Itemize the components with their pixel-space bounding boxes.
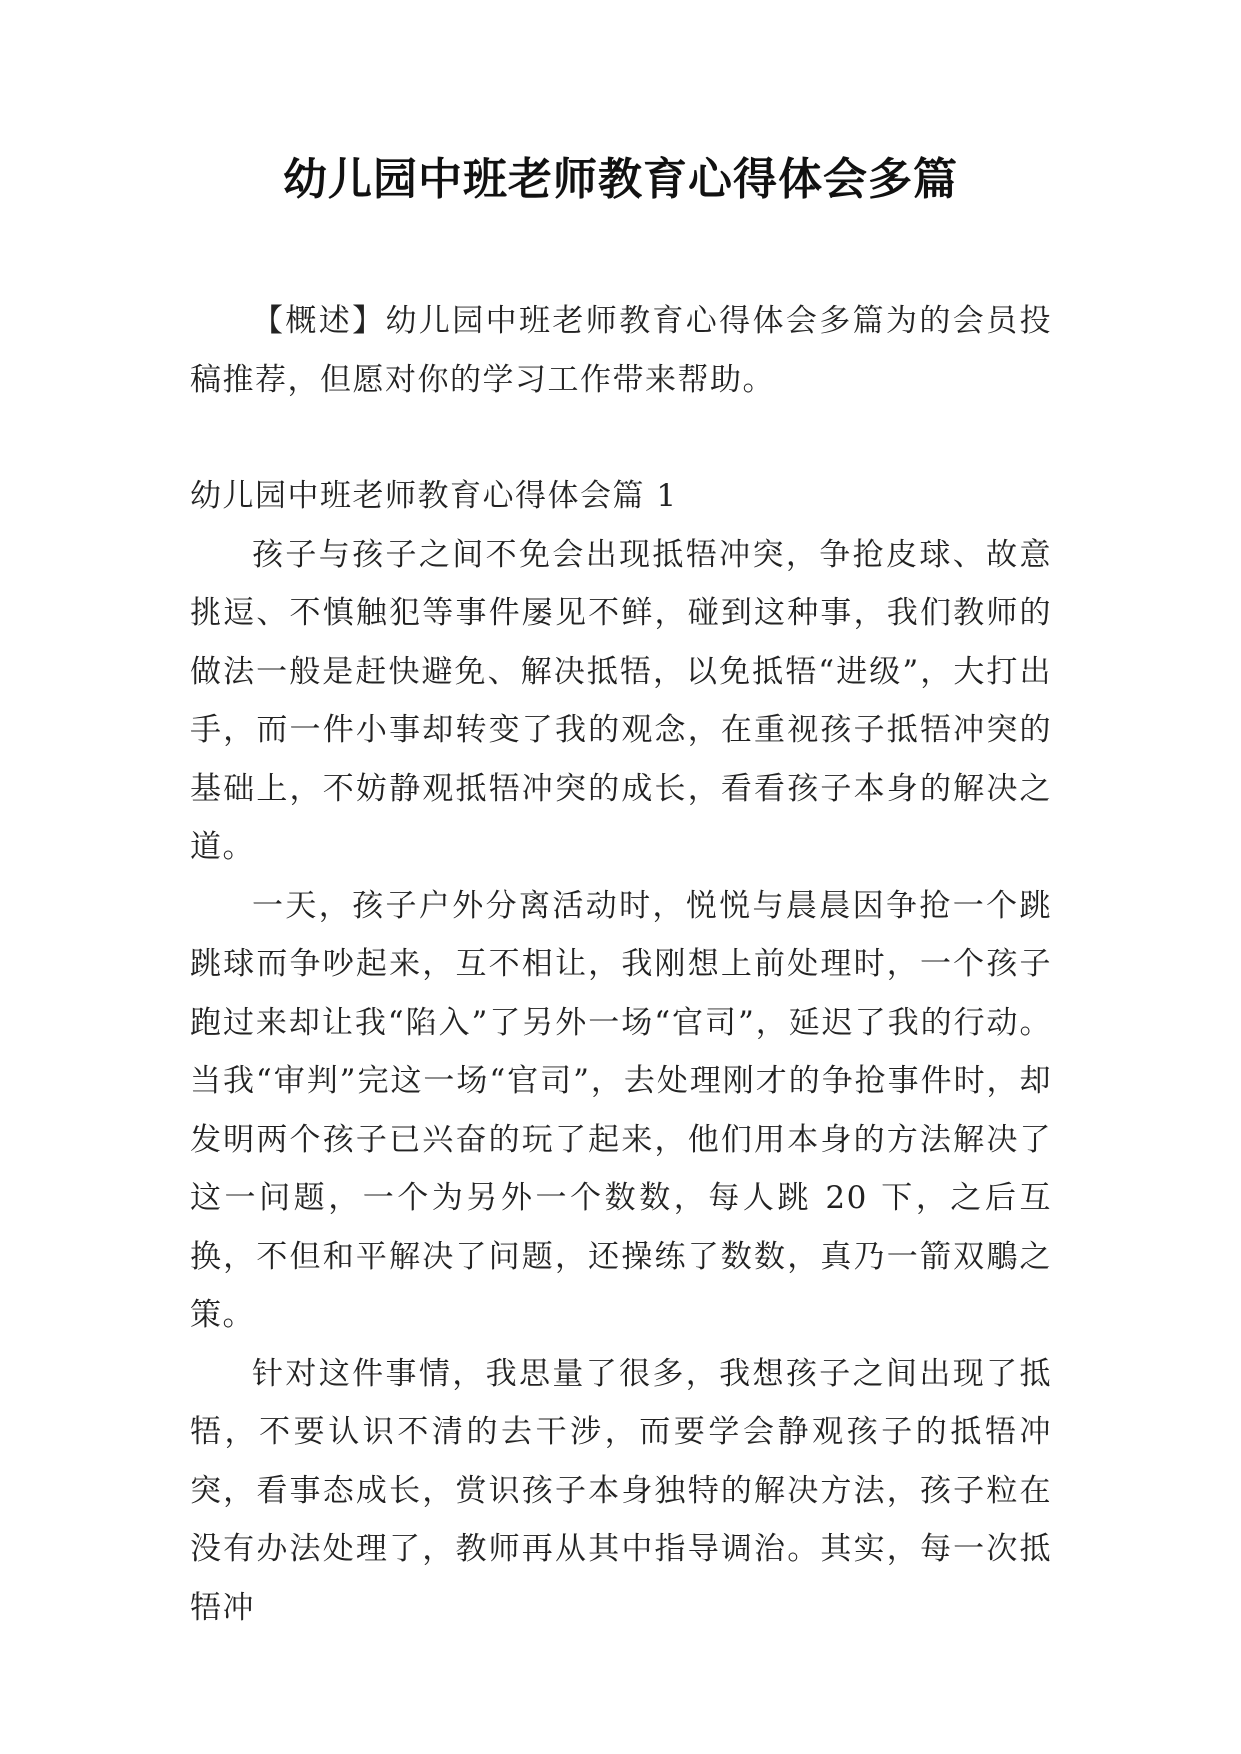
document-title: 幼儿园中班老师教育心得体会多篇: [283, 154, 958, 205]
body-paragraph-2: 一天，孩子户外分离活动时，悦悦与晨晨因争抢一个跳跳球而争吵起来，互不相让，我刚想上前处理时，一个孩子跑过来却让我“陷入”了另外一场“官司”，延迟了我的行动。当我“审判”完这一场“官司”，去处理刚才的争抢事件时，却发明两个孩子已兴奋的玩了起来，他们用本身的方法解决了这一问题，一个为另外一个数数，每人跳 20 下，之后互换，不但和平解决了问题，还操练了数数，真乃一箭双鵰之策。: [190, 887, 1052, 1333]
section-heading: 幼儿园中班老师教育心得体会篇 1: [190, 478, 678, 514]
document-body: [190, 292, 1052, 1637]
body-paragraph-1: 孩子与孩子之间不免会出现抵牾冲突，争抢皮球、故意挑逗、不慎触犯等事件屡见不鲜，碰到这种事，我们教师的做法一般是赶快避免、解决抵牾，以免抵牾“进级”，大打出手，而一件小事却转变了我的观念，在重视孩子抵牾冲突的基础上，不妨静观抵牾冲突的成长，看看孩子本身的解决之道。: [190, 536, 1052, 865]
body-paragraph-3: 针对这件事情，我思量了很多，我想孩子之间出现了抵牾，不要认识不清的去干涉，而要学会静观孩子的抵牾冲突，看事态成长，赏识孩子本身独特的解决方法，孩子粒在没有办法处理了，教师再从其中指导调治。其实，每一次抵牾冲: [190, 1355, 1052, 1626]
summary-paragraph: 【概述】幼儿园中班老师教育心得体会多篇为的会员投稿推荐，但愿对你的学习工作带来帮助。: [190, 303, 1052, 398]
